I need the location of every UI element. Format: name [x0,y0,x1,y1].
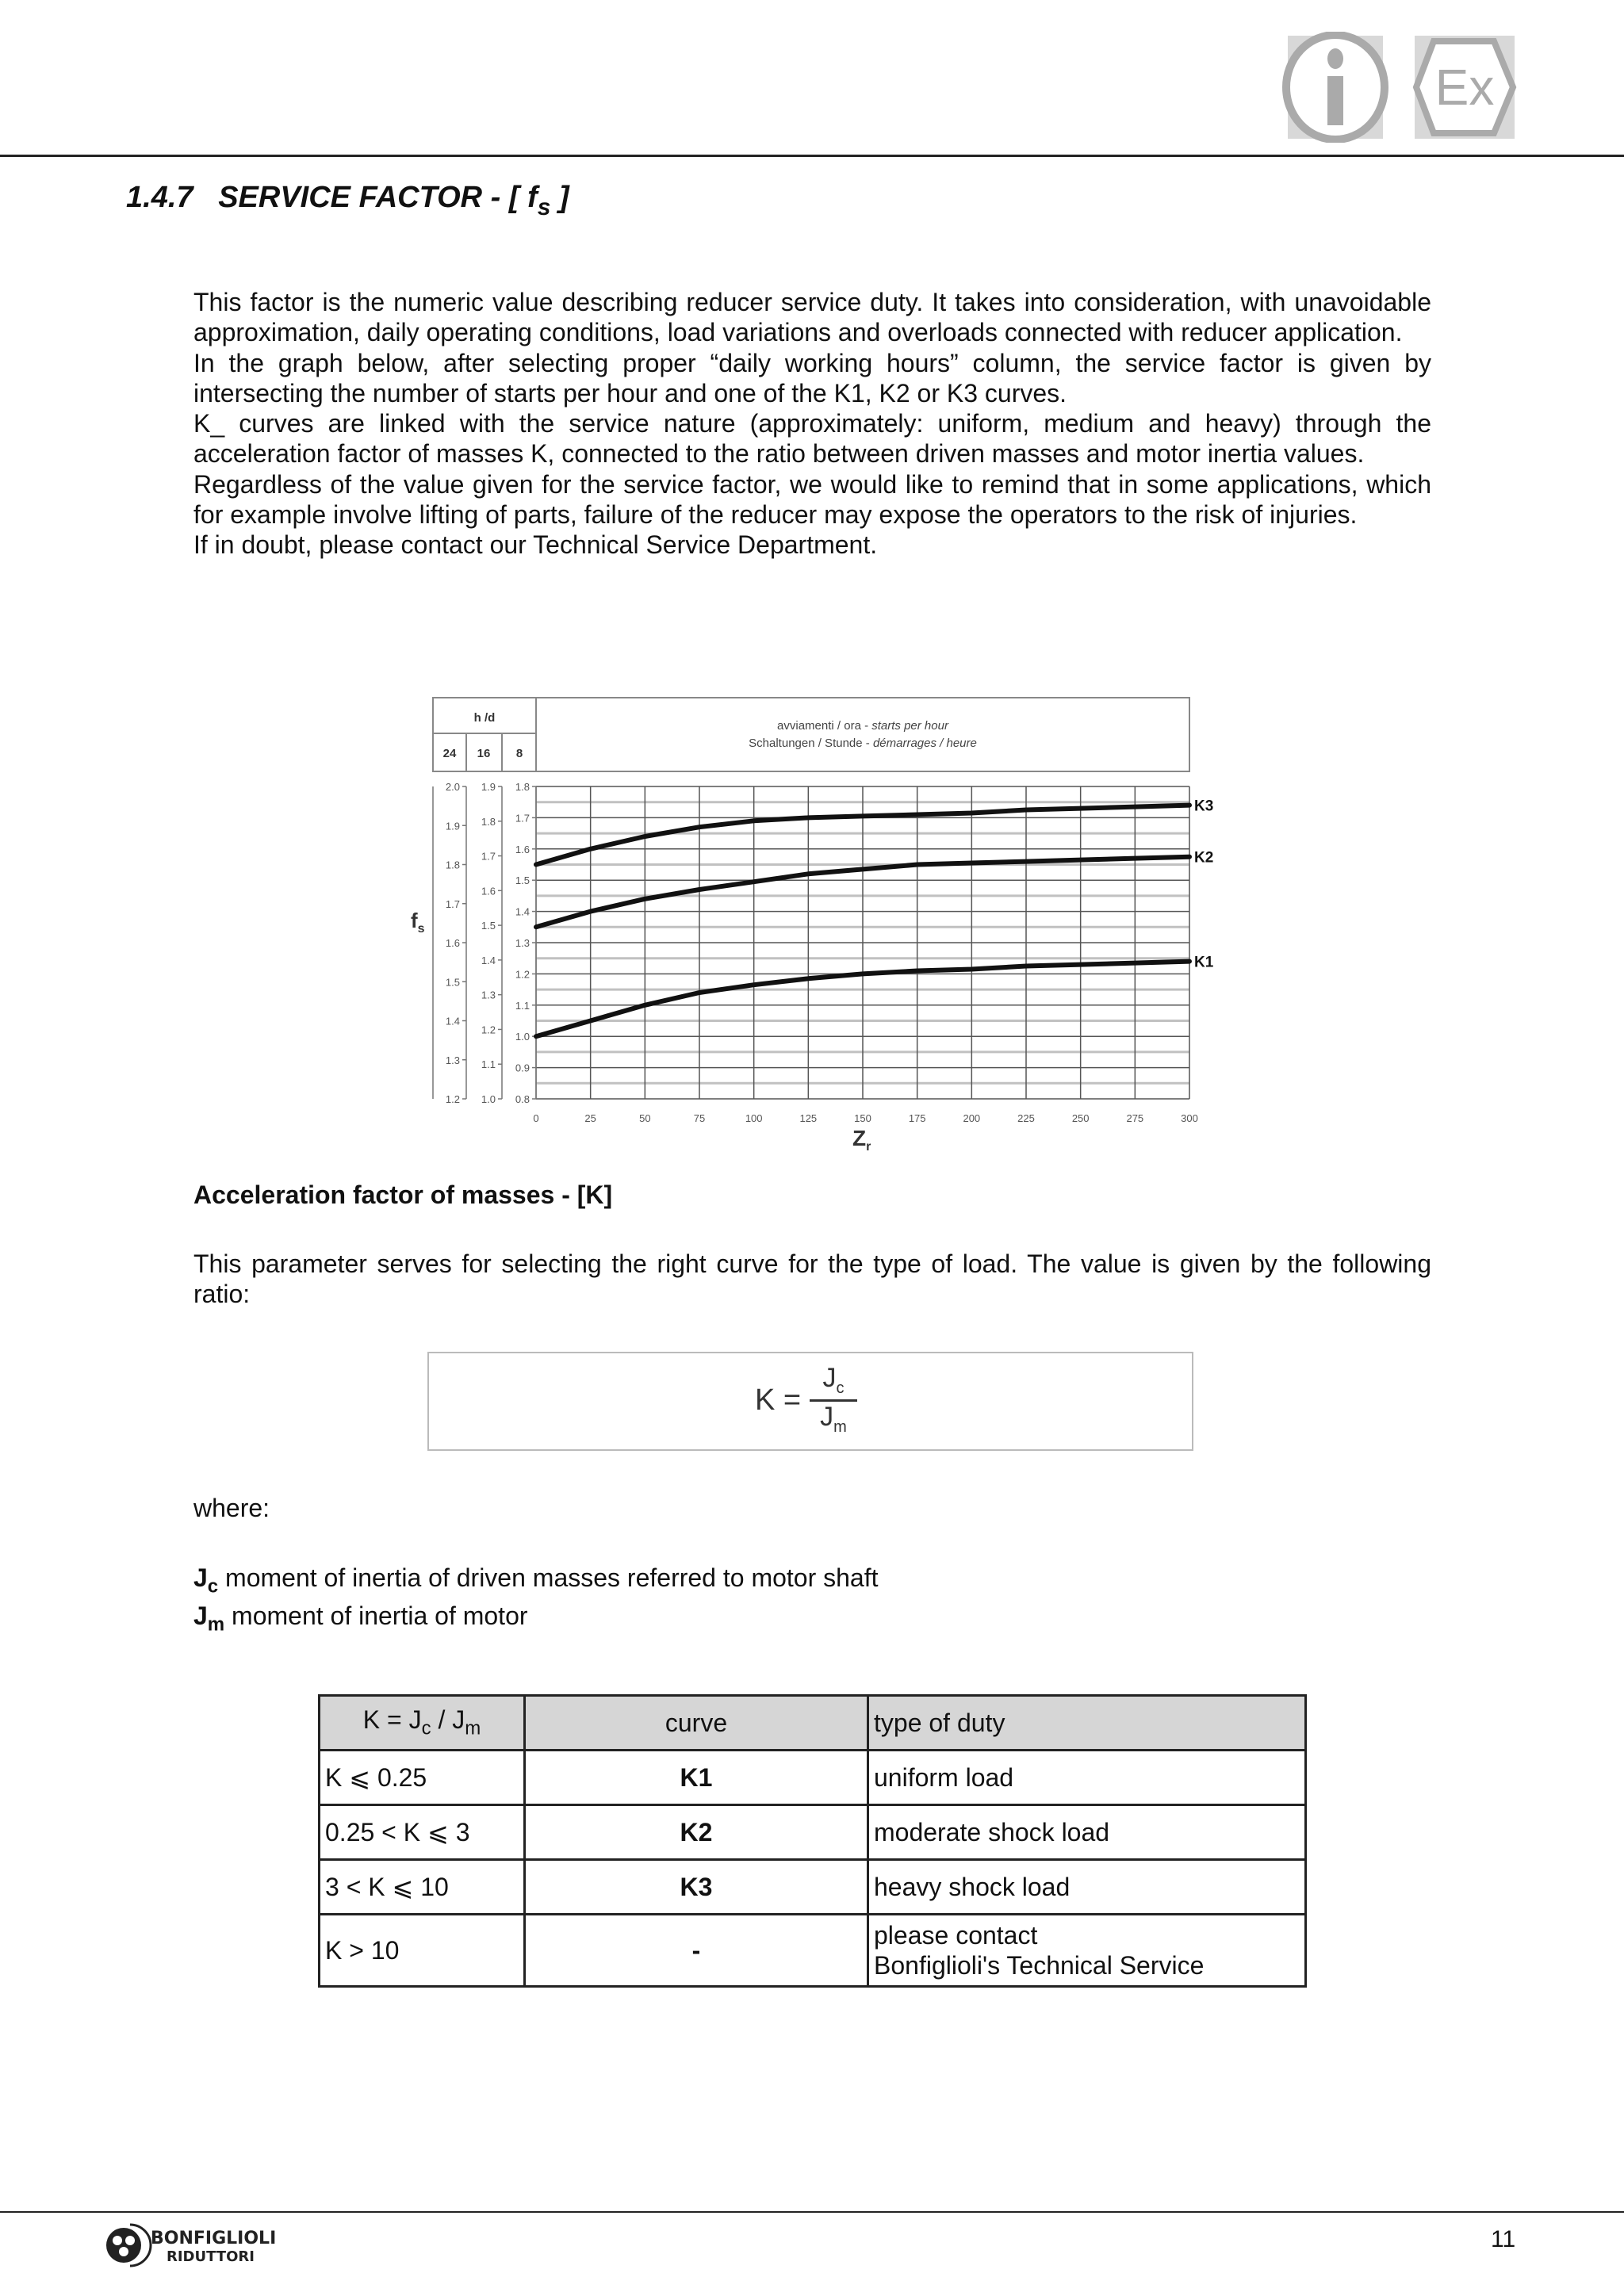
header-curve: curve [525,1696,868,1751]
formula-fraction: $\frac{J_c}{J_m}$ [810,1363,857,1437]
x-axis-label: $Z_r$ [852,1126,871,1154]
duty: please contact Bonfiglioli's Technical Service [868,1915,1306,1987]
y-tick-label-24: 1.9 [445,820,460,832]
x-tick-label: 250 [1071,1112,1090,1124]
k-range: 3 < K ⩽ 10 [320,1860,525,1915]
table-row [320,1751,1306,1805]
y-tick-label-8: 1.3 [515,937,530,949]
curve-label-k1: K1 [1194,954,1214,971]
y-tick-label-8: 1.0 [515,1031,530,1043]
table-row [320,1805,1306,1860]
y-tick-label-24: 1.3 [445,1054,460,1066]
service-factor-chart [404,690,1229,1154]
curve: K1 [525,1751,868,1805]
section-title: 1.4.7 SERVICE FACTOR - [ $f_s$ ] [126,181,569,220]
curve: K3 [525,1860,868,1915]
duty: heavy shock load [868,1860,1306,1915]
svg-text:RIDUTTORI: RIDUTTORI [167,2248,255,2265]
x-tick-label: 25 [584,1112,596,1124]
intro-text [193,287,1431,561]
y-tick-label-24: 2.0 [445,781,460,793]
curve-label-k3: K3 [1194,798,1214,815]
x-tick-label: 275 [1126,1112,1144,1124]
formula-box [427,1352,1193,1451]
y-tick-label-8: 1.8 [515,781,530,793]
y-tick-label-16: 1.7 [481,850,496,863]
y-tick-label-24: 1.8 [445,859,460,871]
x-tick-label: 225 [1017,1112,1035,1124]
curve: - [525,1915,868,1987]
header-rule [0,155,1624,157]
y-tick-label-8: 1.6 [515,843,530,855]
intro-paragraph: Regardless of the value given for the service factor, we would like to remind that in some applications, which for example involve lifting of parts, failure of the reducer may expose the operators to the risk of injuries. [193,469,1431,530]
header-line-1: avviamenti / ora - starts per hour [777,719,948,733]
svg-text:Ex: Ex [1434,59,1495,116]
k-range: 0.25 < K ⩽ 3 [320,1805,525,1860]
where-label: where: [193,1494,270,1522]
header-k: $K = J_c / J_m$ [320,1696,525,1751]
y-tick-label-8: 0.8 [515,1093,530,1105]
x-tick-label: 0 [533,1112,539,1124]
y-tick-label-8: 1.5 [515,874,530,887]
y-tick-label-8: 0.9 [515,1062,530,1074]
info-icon [1281,32,1389,143]
intro-paragraph: If in doubt, please contact our Technical Service Department. [193,530,878,560]
y-tick-label-24: 1.2 [445,1093,460,1105]
hours-column-8: 8 [515,747,523,760]
y-tick-label-16: 1.1 [481,1058,496,1071]
duty: moderate shock load [868,1805,1306,1860]
y-tick-label-16: 1.3 [481,989,496,1001]
y-tick-label-8: 1.4 [515,905,530,918]
x-tick-label: 175 [908,1112,926,1124]
duty-table [318,1694,1307,1988]
definition-jc: $J_c$ moment of inertia of driven masses referred to motor shaft [193,1563,879,1598]
x-tick-label: 50 [639,1112,651,1124]
y-tick-label-16: 1.2 [481,1024,496,1036]
curve-label-k2: K2 [1194,849,1214,867]
y-tick-label-24: 1.6 [445,937,460,949]
header-line-2: Schaltungen / Stunde - démarrages / heure [749,737,977,750]
chart-header-box [433,698,1189,771]
y-tick-label-16: 1.0 [481,1093,496,1105]
hours-column-16: 16 [477,747,491,760]
table-row [320,1860,1306,1915]
x-tick-label: 125 [799,1112,818,1124]
y-tick-label-16: 1.8 [481,815,496,828]
footer-rule [0,2211,1624,2213]
header-duty: type of duty [868,1696,1306,1751]
intro-paragraph: K_ curves are linked with the service nature (approximately: uniform, medium and heavy) through the acceleration factor of masses K, connected to the ratio between driven masses and motor inertia values. [193,409,1431,469]
x-tick-label: 75 [693,1112,706,1124]
definition-jm: $J_m$ moment of inertia of motor [193,1601,528,1636]
x-tick-label: 200 [963,1112,981,1124]
duty: uniform load [868,1751,1306,1805]
bonfiglioli-logo [103,2220,293,2267]
formula-lhs: K = [755,1383,802,1417]
curve: K2 [525,1805,868,1860]
hours-column-24: 24 [442,747,457,760]
table-header-row [320,1696,1306,1751]
intro-paragraph: This factor is the numeric value describing reducer service duty. It takes into consideration, with unavoidable approximation, daily operating conditions, load variations and overloads connected with reducer application. [193,288,1431,347]
atex-ex-icon [1411,32,1519,143]
y-tick-label-8: 1.2 [515,968,530,981]
accel-heading: Acceleration factor of masses - [K] [193,1181,613,1209]
y-tick-label-16: 1.9 [481,781,496,793]
y-tick-label-24: 1.5 [445,976,460,989]
x-tick-label: 100 [745,1112,763,1124]
y-tick-label-16: 1.5 [481,920,496,932]
k-range: K ⩽ 0.25 [320,1751,525,1805]
accel-paragraph: This parameter serves for selecting the right curve for the type of load. The value is given by the following ratio: [193,1249,1431,1309]
y-tick-label-16: 1.6 [481,885,496,897]
y-tick-label-24: 1.4 [445,1015,460,1027]
y-tick-label-24: 1.7 [445,897,460,910]
y-tick-label-8: 1.7 [515,812,530,825]
svg-text:BONFIGLIOLI: BONFIGLIOLI [151,2229,277,2248]
hours-per-day-label: h /d [473,711,496,725]
page-number: 11 [1491,2226,1516,2252]
table-row [320,1915,1306,1987]
y-axis-label: $f_s$ [411,909,425,936]
y-tick-label-8: 1.1 [515,999,530,1012]
y-tick-label-16: 1.4 [481,954,496,966]
x-tick-label: 150 [854,1112,871,1124]
k-range: K > 10 [320,1915,525,1987]
intro-paragraph: In the graph below, after selecting proper “daily working hours” column, the service factor is given by intersecting the number of starts per hour and one of the K1, K2 or K3 curves. [193,348,1431,408]
x-tick-label: 300 [1181,1112,1198,1124]
